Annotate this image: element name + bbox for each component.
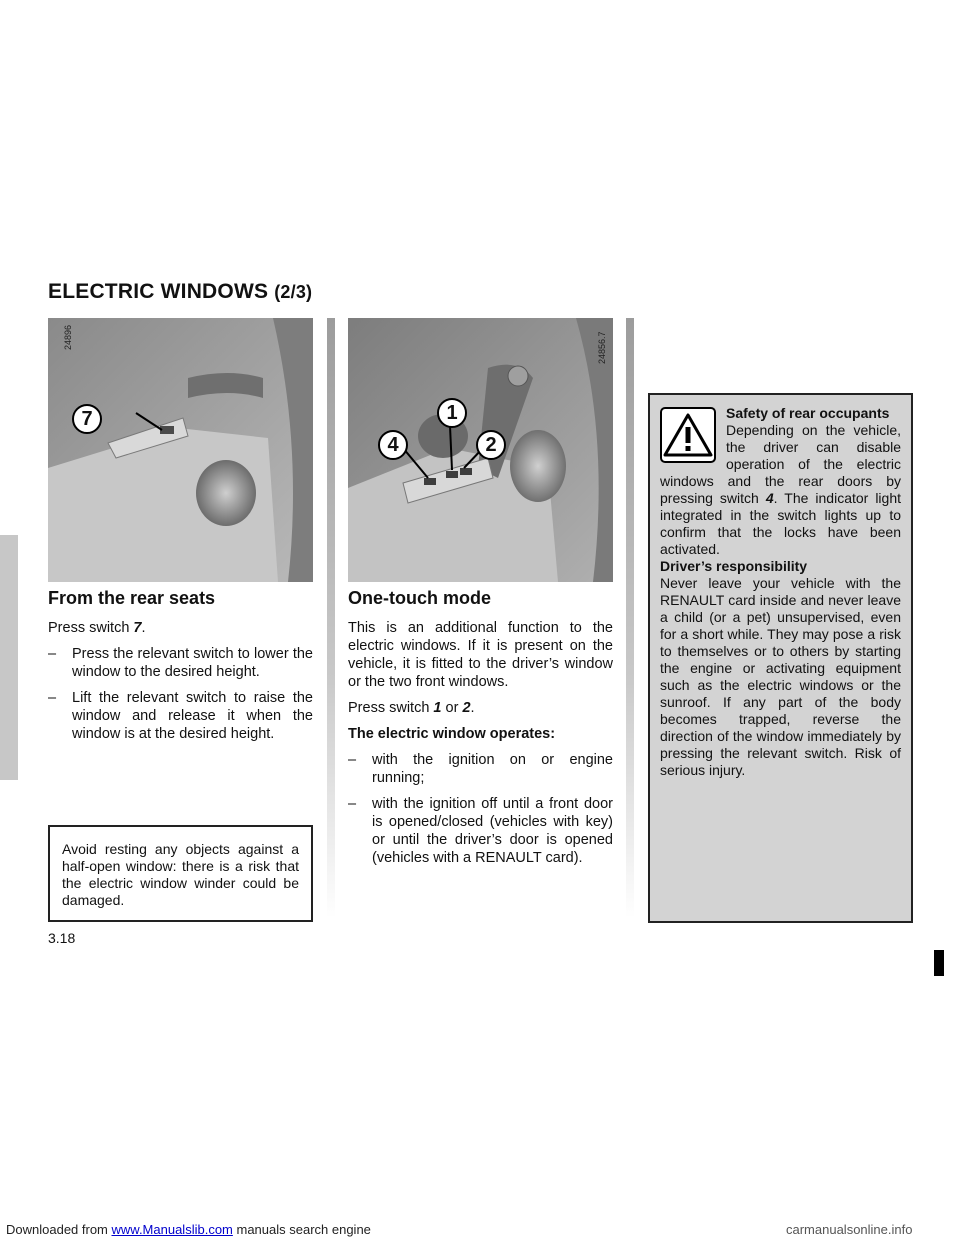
callout-7: 7 xyxy=(72,404,102,434)
figure-ref-code: 24896 xyxy=(63,324,73,350)
list-item: – with the ignition on or engine running; xyxy=(348,752,613,786)
callout-4: 4 xyxy=(378,430,408,460)
operates-heading: The electric window operates: xyxy=(348,726,556,742)
page-title xyxy=(48,280,312,304)
warning-heading-driver-responsibility: Driver’s responsibility xyxy=(660,558,808,574)
list-item: – Press the relevant switch to lower the window to the desired height. xyxy=(48,646,313,680)
page-title-main: ELECTRIC WINDOWS xyxy=(48,280,269,303)
list-item: – with the ignition off until a front door is opened/closed (vehicles with key) or until the driver’s door is opened (vehicles with a RENAULT card). xyxy=(348,796,613,866)
manualslib-link[interactable]: www.Manualslib.com xyxy=(111,1222,233,1237)
chapter-tab xyxy=(0,535,18,780)
page-title-part: (2/3) xyxy=(274,282,313,302)
notice-box: Avoid resting any objects against a half-open window: there is a risk that the electric window winder could be damaged. xyxy=(48,825,313,922)
callout-1: 1 xyxy=(437,398,467,428)
press-paragraph: Press switch 1 or 2. xyxy=(348,700,475,716)
warning-paragraph: Never leave your vehicle with the RENAULT card inside and never leave a child (or a pet) unsupervised, even for a short while. They may pose a risk to themselves or to others by starting the engine or activating equipment such as the electric windows or the sunroof. If any part of the body becomes trapped, reverse the direction of the window immediately by pressing the relevant switch. Risk of serious injury. xyxy=(660,575,901,778)
column-divider-left xyxy=(327,318,335,918)
footer-watermark: carmanualsonline.info xyxy=(786,1222,913,1237)
figure-ref-code: 24856.7 xyxy=(597,331,607,364)
middle-column xyxy=(348,588,613,875)
warning-box xyxy=(648,393,913,923)
footer-download-note: Downloaded from www.Manualslib.com manuals search engine xyxy=(6,1222,371,1237)
callout-2: 2 xyxy=(476,430,506,460)
warning-triangle-icon xyxy=(660,407,716,463)
paragraph: This is an additional function to the electric windows. If it is present on the vehicle, it is fitted to the driver’s window or the two front windows. xyxy=(348,620,613,690)
middle-body xyxy=(348,619,613,867)
section-heading-rear-seats: From the rear seats xyxy=(48,588,216,608)
left-column xyxy=(48,588,313,751)
warning-paragraph: Depending on the vehicle, the driver can disable operation of the electric windows and the rear doors by pressing switch 4. The indicator light integrated in the switch lights up to confirm that the locks have been activated. xyxy=(660,422,902,557)
section-heading-one-touch: One-touch mode xyxy=(348,588,491,608)
list-item: – Lift the relevant switch to raise the window and release it when the window is at the desired height. xyxy=(48,690,313,742)
page-number: 3.18 xyxy=(48,930,76,946)
figure-rear-door-switch xyxy=(48,318,313,582)
thumb-tab-mark xyxy=(934,950,944,976)
warning-heading-rear-occupants: Safety of rear occupants xyxy=(726,405,890,421)
column-divider-right xyxy=(626,318,634,918)
intro-paragraph: Press switch 7. xyxy=(48,620,146,636)
left-body xyxy=(48,619,313,743)
